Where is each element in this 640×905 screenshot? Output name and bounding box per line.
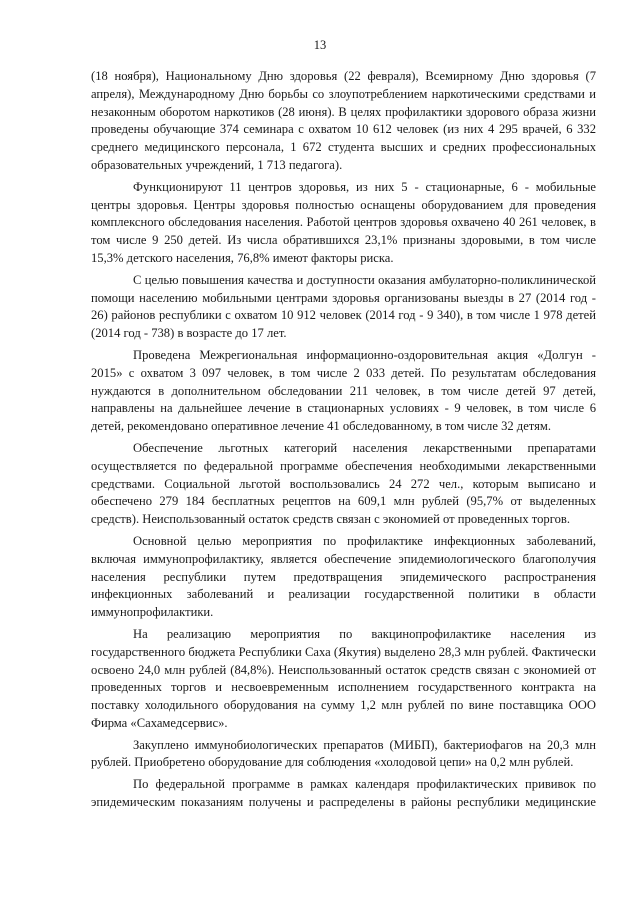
- paragraph-continued: (18 ноября), Национальному Дню здоровья (22 февраля), Всемирному Дню здоровья (7 апреля), Международному Дню борьбы со злоупотреблением наркотическими средствами и незаконным оборотом наркотиков (28 июня). В целях профилактики здорового образа жизни проведены обучающие 374 семинара с охватом 10 612 человек (из них 4 295 врачей, 6 332 среднего медицинского персонала, 1 672 студента высших и средних профессиональных образовательных учреждений, 1 713 педагога).: [91, 69, 596, 172]
- paragraph-mobile-centers: С целью повышения качества и доступности оказания амбулаторно-поликлинической помощи населению мобильными центрами здоровья организованы выезды в 27 (2014 год - 26) районов республики с охватом 10 912 человек (2014 год - 9 340), в том числе 1 978 детей (2014 год - 738) в возрасте до 17 лет.: [91, 272, 596, 341]
- paragraph-drug-provision: Обеспечение льготных категорий населения лекарственными препаратами осуществляется по федеральной программе обеспечения необходимыми лекарственными средствами. Социальной льготой воспользовались 24 272 чел., которым выписано и обеспечено 279 184 бесплатных рецептов на 609,1 млн рублей (95,7% от выделенных средств). Неиспользованный остаток средств связан с экономией от проведенных торгов.: [91, 440, 596, 527]
- document-body: [91, 68, 596, 812]
- paragraph-health-centers: Функционируют 11 центров здоровья, из них 5 - стационарные, 6 - мобильные центры здоровья. Центры здоровья полностью оснащены оборудованием для проведения комплексного обследования населения. Работой центров здоровья охвачено 40 261 человек, в том числе 9 250 детей. Из числа обратившихся 23,1% признаны здоровыми, в том числе 15,3% детского населения, 76,8% имеют факторы риска.: [91, 179, 596, 265]
- paragraph-infection-prevention: Основной целью мероприятия по профилактике инфекционных заболеваний, включая иммунопрофилактику, является обеспечение эпидемиологического благополучия населения республики путем предотвращения эпидемического распространения инфекционных заболеваний и реализации государственной политики в области иммунопрофилактики.: [91, 533, 596, 620]
- paragraph-vaccination-budget: На реализацию мероприятия по вакцинопрофилактике населения из государственного бюджета Республики Саха (Якутия) выделено 28,3 млн рублей. Фактически освоено 24,0 млн рублей (84,8%). Неиспользованный остаток средств связан с экономией от проведенных торгов и несвоевременным исполнением государственного контракта на поставку холодильного оборудования на сумму 1,2 млн рублей по вине поставщика ООО Фирма «Сахамедсервис».: [91, 626, 596, 730]
- paragraph-federal-program: По федеральной программе в рамках календаря профилактических прививок по эпидемическим показаниям получены и распределены в районы республики медицинские: [91, 777, 596, 810]
- paragraph-dolgun-action: Проведена Межрегиональная информационно-оздоровительная акция «Долгун - 2015» с охватом 3 097 человек, в том числе 2 033 детей. По результатам обследования нуждаются в дополнительном обследовании 211 человек, в том числе детей 97 детей, направлены на дальнейшее лечение в стационарных условиях - 9 человек, в том числе 6 детей, рекомендовано оперативное лечение 41 обследованному, в том числе 32 детям.: [91, 347, 596, 434]
- page-number: 13: [313, 38, 327, 52]
- paragraph-mibp-purchase: Закуплено иммунобиологических препаратов (МИБП), бактериофагов на 20,3 млн рублей. Приобретено оборудование для соблюдения «холодовой цепи» на 0,2 млн рублей.: [91, 737, 596, 770]
